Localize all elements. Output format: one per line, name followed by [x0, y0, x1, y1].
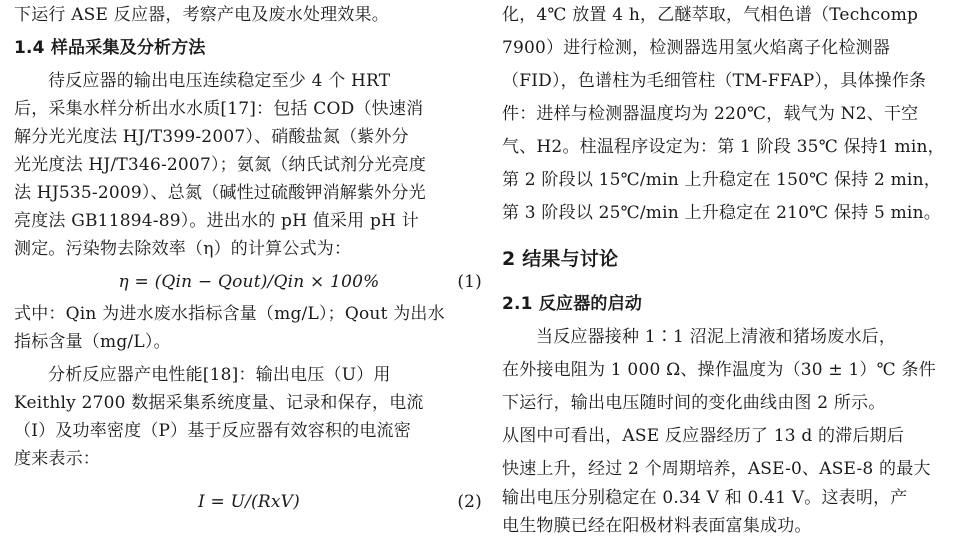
- section-heading-2: 2 结果与讨论: [502, 248, 619, 270]
- text-line: 法 HJ535-2009）、总氮（碱性过硫酸钾消解紫外分光: [14, 183, 426, 203]
- equation-2: [14, 491, 484, 513]
- text-line: 当反应器接种 1∶1 沼泥上清液和猪场废水后，: [536, 327, 897, 347]
- text-line: 下运行 ASE 反应器，考察产电及废水处理效果。: [14, 5, 389, 25]
- equation-2-number: (2): [457, 492, 482, 512]
- equation-1-number: (1): [457, 272, 482, 292]
- equation-1-formula: η = (Qin − Qout)/Qin × 100%: [118, 272, 380, 292]
- text-line: （FID），色谱柱为毛细管柱（TM-FFAP），具体操作条: [502, 71, 927, 91]
- text-line: （I）及功率密度（P）基于反应器有效容积的电流密: [14, 421, 411, 441]
- text-line: 电生物膜已经在阳极材料表面富集成功。: [502, 516, 812, 536]
- text-line: 分析反应器产电性能[18]：输出电压（U）用: [48, 365, 391, 385]
- text-line: 测定。污染物去除效率（η）的计算公式为：: [14, 239, 352, 259]
- text-line: Keithly 2700 数据采集系统度量、记录和保存，电流: [14, 393, 424, 413]
- text-line: 7900）进行检测，检测器选用氢火焰离子化检测器: [502, 38, 891, 58]
- text-line: 待反应器的输出电压连续稳定至少 4 个 HRT: [48, 71, 391, 91]
- section-heading-1-4: 1.4 样品采集及分析方法: [14, 38, 206, 58]
- text-line: 后，采集水样分析出水水质[17]：包括 COD（快速消: [14, 99, 424, 119]
- section-heading-2-1: 2.1 反应器的启动: [502, 294, 643, 314]
- text-line: 件：进样与检测器温度均为 220℃，载气为 N2、干空: [502, 104, 919, 124]
- text-line: 从图中可看出，ASE 反应器经历了 13 d 的滞后期后: [502, 426, 905, 446]
- text-line: 第 2 阶段以 15℃/min 上升稳定在 150℃ 保持 2 min，: [502, 170, 941, 190]
- equation-2-formula: I = U/(RxV): [198, 492, 300, 512]
- text-line: 亮度法 GB11894-89）。进出水的 pH 值采用 pH 计: [14, 211, 419, 231]
- text-line: 指标含量（mg/L）。: [14, 332, 171, 352]
- equation-1: [14, 271, 484, 293]
- text-line: 度来表示：: [14, 449, 100, 469]
- text-line: 快速上升，经过 2 个周期培养，ASE-0、ASE-8 的最大: [502, 459, 931, 479]
- text-line: 解分光光度法 HJ/T399-2007）、硝酸盐氮（紫外分: [14, 127, 409, 147]
- text-line: 在外接电阻为 1 000 Ω、操作温度为（30 ± 1）℃ 条件: [502, 360, 936, 380]
- text-line: 化，4℃ 放置 4 h，乙醚萃取，气相色谱（Techcomp: [502, 5, 919, 25]
- text-line: 气、H2。柱温程序设定为：第 1 阶段 35℃ 保持1 min，: [502, 137, 945, 157]
- text-line: 第 3 阶段以 25℃/min 上升稳定在 210℃ 保持 5 min。: [502, 203, 941, 223]
- text-line: 输出电压分别稳定在 0.34 V 和 0.41 V。这表明，产: [502, 488, 908, 508]
- text-line: 式中：Qin 为进水废水指标含量（mg/L）；Qout 为出水: [14, 304, 445, 324]
- text-line: 下运行，输出电压随时间的变化曲线由图 2 所示。: [502, 393, 886, 413]
- text-line: 光光度法 HJ/T346-2007）；氨氮（纳氏试剂分光亮度: [14, 155, 427, 175]
